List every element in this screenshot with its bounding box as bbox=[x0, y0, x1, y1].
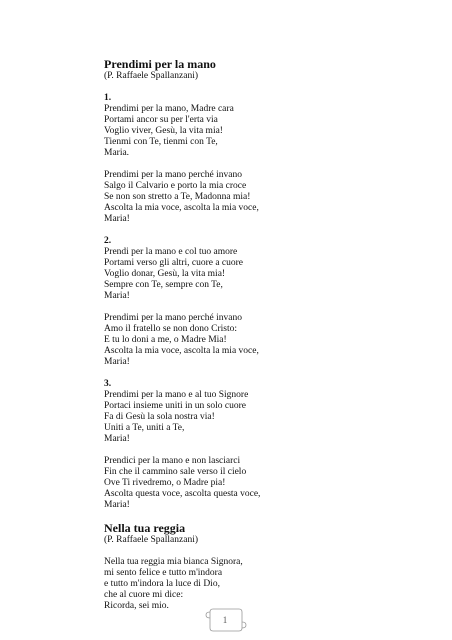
verse bbox=[104, 456, 404, 511]
verse-line: Voglio donar, Gesù, la vita mia! bbox=[104, 269, 226, 279]
verse-line: Prendici per la mano e non lasciarci bbox=[104, 456, 241, 466]
song-section bbox=[104, 522, 404, 612]
song-title: Prendimi per la mano bbox=[104, 57, 216, 71]
verse-line: e tutto m'indora la luce di Dio, bbox=[104, 579, 220, 589]
verse bbox=[104, 93, 404, 159]
verse-line: Maria! bbox=[104, 357, 130, 367]
verse-line: Portaci insieme uniti in un solo cuore bbox=[104, 401, 246, 411]
verse-line: Se non son stretto a Te, Madonna mia! bbox=[104, 192, 251, 202]
song-section bbox=[104, 58, 404, 511]
verse-line: Ove Ti rivedremo, o Madre pia! bbox=[104, 478, 226, 488]
verse bbox=[104, 236, 404, 302]
verse-line: Ascolta questa voce, ascolta questa voce, bbox=[104, 489, 261, 499]
song-author: (P. Raffaele Spallanzani) bbox=[104, 535, 198, 545]
verse-line: Prendi per la mano e col tuo amore bbox=[104, 247, 238, 257]
song-author: (P. Raffaele Spallanzani) bbox=[104, 71, 198, 81]
verse-line: Ascolta la mia voce, ascolta la mia voce, bbox=[104, 203, 259, 213]
verse-line: Salgo il Calvario e porto la mia croce bbox=[104, 181, 247, 191]
verse-line: Maria! bbox=[104, 434, 130, 444]
verse-line: Maria! bbox=[104, 291, 130, 301]
verse-line: Tienmi con Te, tienmi con Te, bbox=[104, 137, 218, 147]
verse bbox=[104, 557, 404, 612]
verse-line: Sempre con Te, sempre con Te, bbox=[104, 280, 223, 290]
verse-line: Prendimi per la mano, Madre cara bbox=[104, 104, 234, 114]
song-title: Nella tua reggia bbox=[104, 521, 186, 535]
verse-line: Portami verso gli altri, cuore a cuore bbox=[104, 258, 244, 268]
verse-line: Voglio viver, Gesù, la vita mia! bbox=[104, 126, 223, 136]
verse-line: Nella tua reggia mia bianca Signora, bbox=[104, 557, 243, 567]
verse-number: 2. bbox=[104, 236, 112, 246]
verse-line: Prendimi per la mano perché invano bbox=[104, 170, 242, 180]
verse-line: Prendimi per la mano e al tuo Signore bbox=[104, 390, 249, 400]
verse-line: Maria! bbox=[104, 500, 130, 510]
verse bbox=[104, 379, 404, 445]
verse-line: Fa di Gesù la sola nostra via! bbox=[104, 412, 215, 422]
verse-line: Uniti a Te, uniti a Te, bbox=[104, 423, 185, 433]
verse-line: Amo il fratello se non dono Cristo: bbox=[104, 324, 237, 334]
verse bbox=[104, 313, 404, 368]
verse-line: Portami ancor su per l'erta via bbox=[104, 115, 218, 125]
page-number: 1 bbox=[222, 615, 228, 625]
verse-line: Prendimi per la mano perché invano bbox=[104, 313, 242, 323]
verse-line: che al cuore mi dice: bbox=[104, 590, 184, 600]
verse-line: Maria. bbox=[104, 148, 130, 158]
page-number-scroll bbox=[203, 607, 247, 633]
verse-line: Fin che il cammino sale verso il cielo bbox=[104, 467, 247, 477]
verse bbox=[104, 170, 404, 225]
verse-line: Ascolta la mia voce, ascolta la mia voce, bbox=[104, 346, 259, 356]
verse-line: E tu lo doni a me, o Madre Mia! bbox=[104, 335, 227, 345]
verse-line: Ricorda, sei mio. bbox=[104, 601, 169, 611]
verse-line: Maria! bbox=[104, 214, 130, 224]
verse-number: 1. bbox=[104, 93, 112, 103]
verse-number: 3. bbox=[104, 379, 112, 389]
verse-line: mi sento felice e tutto m'indora bbox=[104, 568, 223, 578]
page-content bbox=[104, 58, 404, 623]
